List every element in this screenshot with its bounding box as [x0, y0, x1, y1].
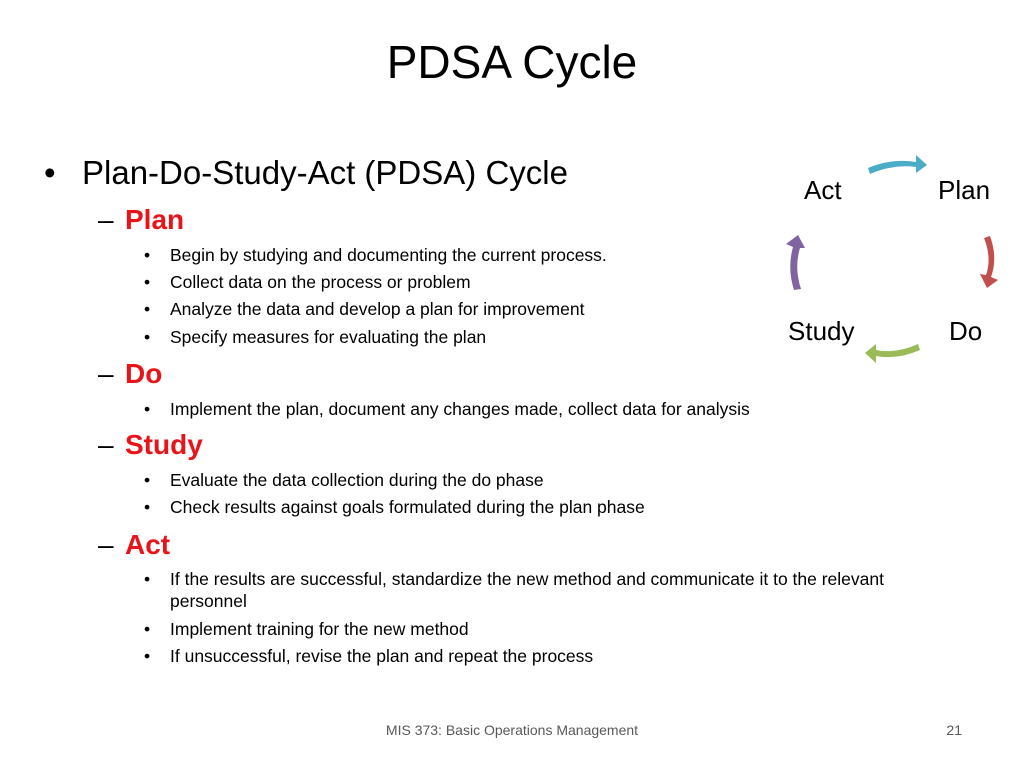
- cycle-label-act: Act: [804, 175, 842, 205]
- main-bullet: [44, 152, 568, 194]
- list-item-text: Collect data on the process or problem: [170, 272, 471, 292]
- dash-icon: –: [98, 429, 114, 460]
- list-item-text: Analyze the data and develop a plan for improvement: [170, 299, 585, 319]
- footer-text: MIS 373: Basic Operations Management: [385, 722, 639, 738]
- cycle-label-do: Do: [949, 316, 983, 346]
- phase-heading-act: [98, 528, 170, 562]
- bullet-icon: •: [144, 272, 151, 292]
- list-item-text: Implement the plan, document any changes made, collect data for analysis: [170, 399, 750, 419]
- arrow-study-to-act-icon: [786, 235, 805, 290]
- phase-label: Do: [125, 358, 163, 389]
- bullet-icon: •: [144, 646, 151, 666]
- dash-icon: –: [98, 358, 114, 389]
- list-item-text: If the results are successful, standardize the new method and communicate it to the relevant personnel: [170, 569, 884, 611]
- bullet-icon: •: [144, 569, 151, 589]
- list-item: [144, 618, 964, 640]
- bullet-icon: •: [144, 245, 151, 265]
- list-item: [144, 398, 964, 420]
- arrow-do-to-study-icon: [865, 344, 920, 363]
- phase-heading-study: [98, 428, 203, 462]
- arrow-act-to-plan-icon: [868, 155, 927, 174]
- list-item-text: Implement training for the new method: [170, 619, 469, 639]
- bullet-icon: •: [144, 327, 151, 347]
- phase-heading-do: [98, 357, 162, 391]
- list-item: [144, 568, 964, 612]
- cycle-label-plan: Plan: [938, 175, 991, 205]
- list-item: [144, 469, 964, 491]
- main-bullet-text: Plan-Do-Study-Act (PDSA) Cycle: [82, 154, 568, 191]
- list-item-text: Begin by studying and documenting the current process.: [170, 245, 607, 265]
- list-item: [144, 496, 964, 518]
- list-item-text: If unsuccessful, revise the plan and repeat the process: [170, 646, 594, 666]
- bullet-icon: •: [144, 497, 151, 517]
- pdsa-cycle-diagram: [760, 140, 1020, 380]
- bullet-icon: •: [144, 619, 151, 639]
- phase-label: Study: [125, 429, 203, 460]
- phase-label: Act: [125, 529, 171, 560]
- phase-label: Plan: [125, 204, 185, 235]
- dash-icon: –: [98, 529, 114, 560]
- bullet-dot-icon: •: [44, 154, 56, 191]
- list-item-text: Check results against goals formulated during the plan phase: [170, 497, 645, 517]
- dash-icon: –: [98, 204, 114, 235]
- bullet-icon: •: [144, 399, 151, 419]
- list-item: [144, 645, 964, 667]
- list-item-text: Evaluate the data collection during the do phase: [170, 470, 544, 490]
- bullet-icon: •: [144, 299, 151, 319]
- list-item-text: Specify measures for evaluating the plan: [170, 327, 487, 347]
- slide-title: PDSA Cycle: [386, 36, 638, 88]
- phase-heading-plan: [98, 203, 184, 237]
- arrow-plan-to-do-icon: [980, 236, 998, 288]
- page-number: 21: [946, 722, 962, 738]
- cycle-label-study: Study: [788, 316, 855, 346]
- bullet-icon: •: [144, 470, 151, 490]
